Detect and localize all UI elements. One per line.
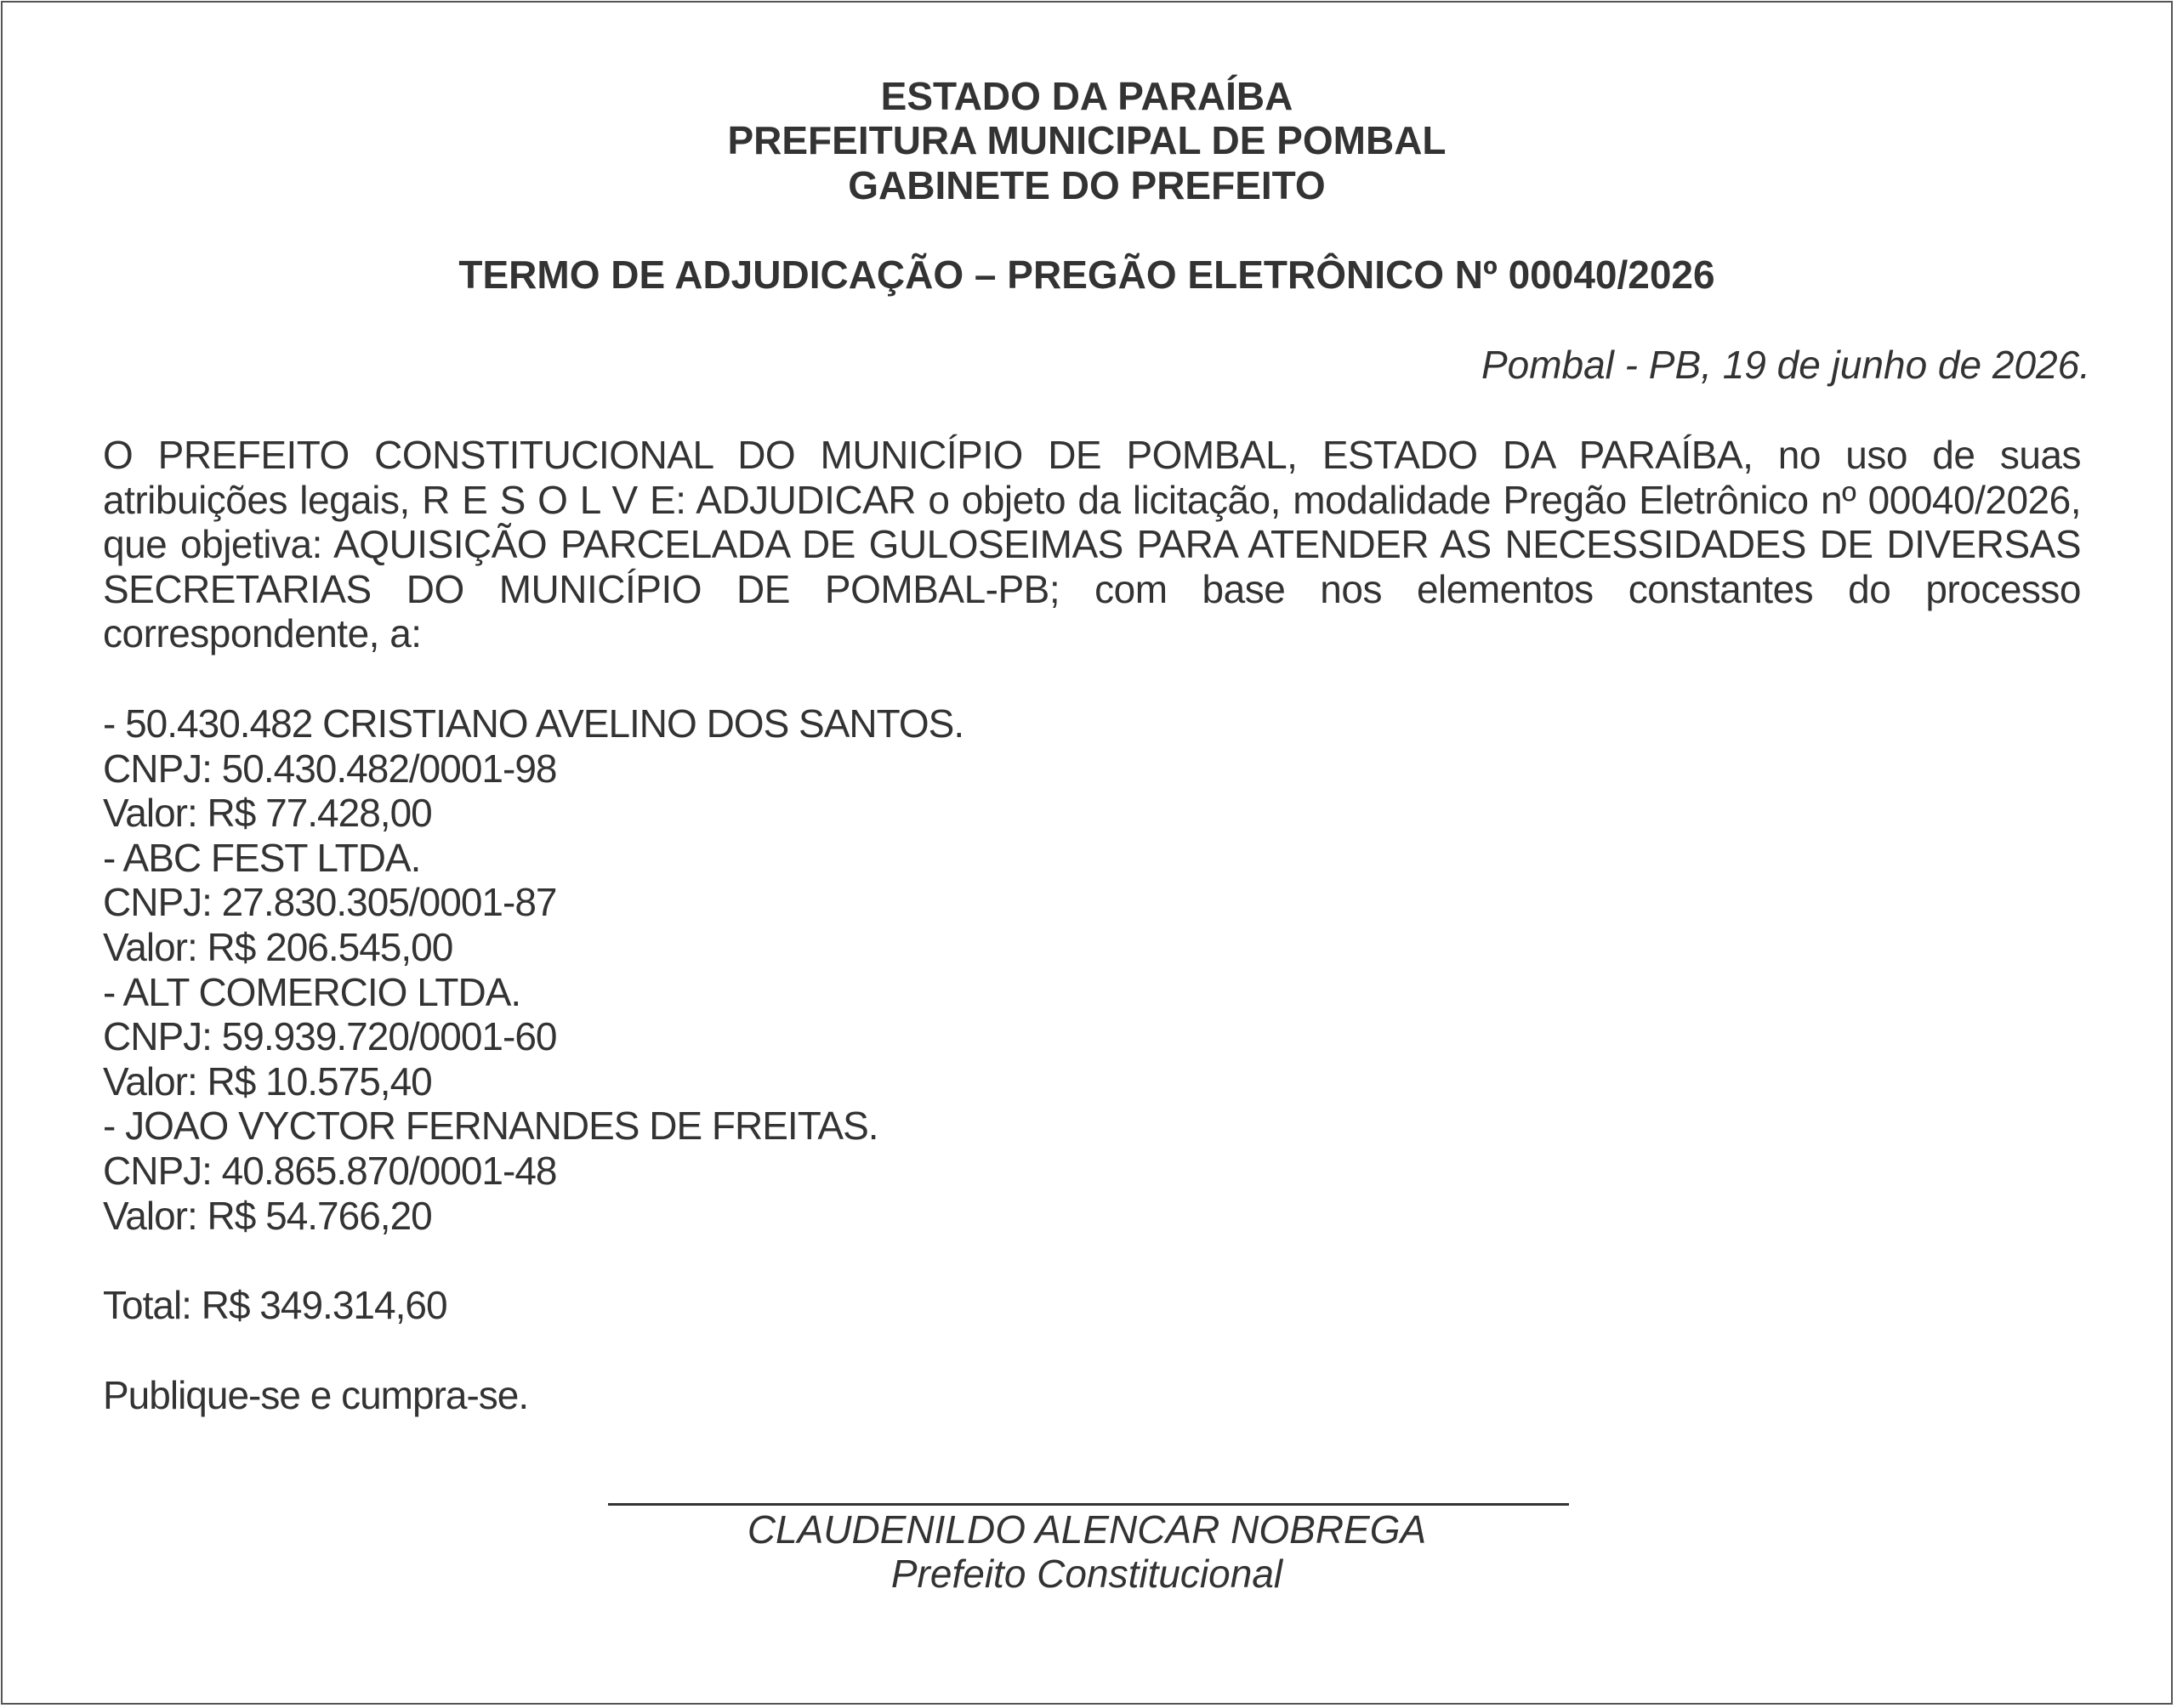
winner-valor: Valor: R$ 10.575,40: [103, 1058, 432, 1104]
winner-cnpj: CNPJ: 27.830.305/0001-87: [103, 880, 557, 925]
winner-name: - ABC FEST LTDA.: [103, 835, 421, 880]
winner-cnpj: CNPJ: 40.865.870/0001-48: [103, 1148, 557, 1193]
closing-text: Publique-se e cumpra-se.: [103, 1373, 529, 1417]
document-frame: [1, 1, 2173, 1705]
winner-cnpj: CNPJ: 59.939.720/0001-60: [103, 1014, 557, 1059]
winner-name: - JOAO VYCTOR FERNANDES DE FREITAS.: [103, 1104, 878, 1149]
signature-line: [608, 1503, 1569, 1506]
winner-name: - ALT COMERCIO LTDA.: [103, 969, 521, 1014]
document-date: Pombal - PB, 19 de junho de 2026.: [1481, 343, 2090, 387]
winner-name: - 50.430.482 CRISTIANO AVELINO DOS SANTOS.: [103, 701, 964, 746]
document-title: TERMO DE ADJUDICAÇÃO – PREGÃO ELETRÔNICO Nº 00040/2026: [458, 253, 1715, 297]
body-paragraph: O PREFEITO CONSTITUCIONAL DO MUNICÍPIO DE POMBAL, ESTADO DA PARAÍBA, no uso de suas atribuições legais, R E S O L V E: ADJUDICAR o objeto da licitação, modalidade Pregão Eletrônico nº 00040/2026, que objetiva: AQUISIÇÃO PARCELADA DE GULOSEIMAS PARA ATENDER AS NECESSIDADES DE DIVERSAS SECRETARIAS DO MUNICÍPIO DE POMBAL-PB; com base nos elementos constantes do processo correspondente, a:: [103, 433, 2081, 655]
winner-cnpj: CNPJ: 50.430.482/0001-98: [103, 746, 557, 791]
signatory-name: CLAUDENILDO ALENCAR NOBREGA: [747, 1507, 1427, 1552]
header-office: GABINETE DO PREFEITO: [848, 163, 1326, 207]
winner-valor: Valor: R$ 54.766,20: [103, 1193, 432, 1238]
header-state: ESTADO DA PARAÍBA: [880, 74, 1293, 118]
header-prefecture: PREFEITURA MUNICIPAL DE POMBAL: [727, 118, 1447, 162]
total-value: Total: R$ 349.314,60: [103, 1283, 447, 1327]
winner-valor: Valor: R$ 206.545,00: [103, 924, 453, 969]
winners-list: [103, 701, 963, 1238]
signatory-role: Prefeito Constitucional: [890, 1552, 1283, 1596]
winner-valor: Valor: R$ 77.428,00: [103, 791, 432, 836]
